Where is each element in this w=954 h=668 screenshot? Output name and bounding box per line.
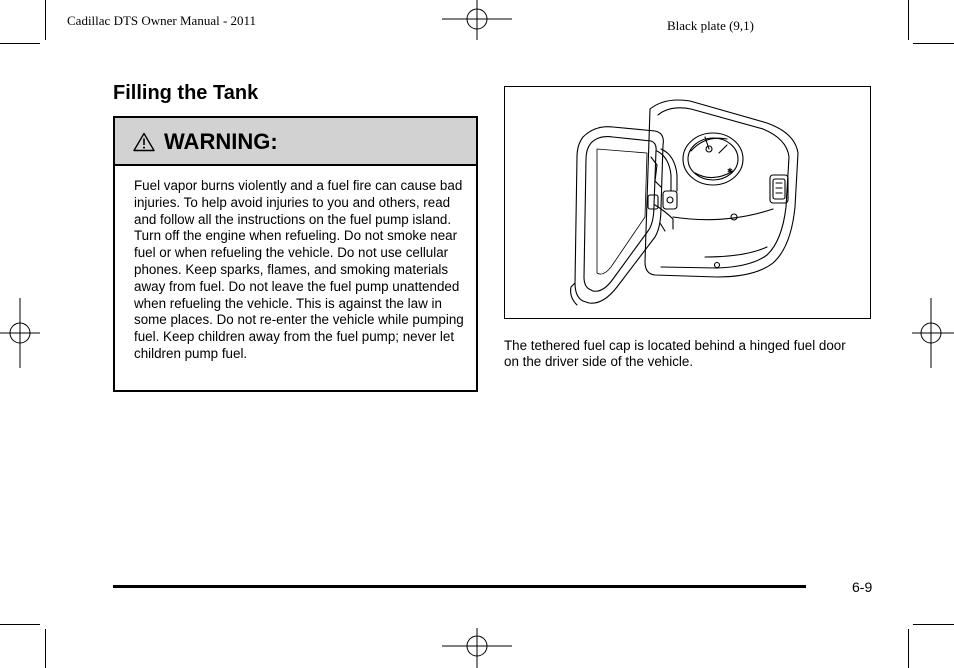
figure-caption: The tethered fuel cap is located behind a hinged fuel door on the driver side of the vehicle. [504,338,846,369]
warning-box [113,116,478,392]
svg-text:✱: ✱ [727,167,733,175]
fuel-door-illustration [505,87,870,318]
warning-text: Fuel vapor burns violently and a fuel fire can cause bad injuries. To help avoid injuries to you and others, read and follow all the instructions on the fuel pump island. Turn off the engine when refueling. Do not smoke near fuel or when refueling the vehicle. Do not use cellular phones. Keep sparks, flames, and smoking materials away from fuel. Do not leave the fuel pump unattended when refueling the vehicle. This is against the law in some places. Do not re-enter the vehicle while pumping fuel. Keep children away from the fuel pump; never let children pump fuel. [134,178,464,361]
warning-header [115,118,476,166]
registration-mark-bottom [440,628,514,668]
page-number: 6-9 [852,579,873,595]
registration-mark-right [910,296,954,370]
fuel-door-figure [504,86,871,319]
footer-rule [113,585,806,588]
section-title: Filling the Tank [113,82,259,104]
warning-label: WARNING: [164,129,278,154]
warning-triangle-icon [133,132,155,152]
manual-title: Cadillac DTS Owner Manual - 2011 [67,13,257,28]
plate-label: Black plate (9,1) [667,18,754,33]
registration-mark-left [0,296,42,370]
registration-mark-top [440,0,514,44]
